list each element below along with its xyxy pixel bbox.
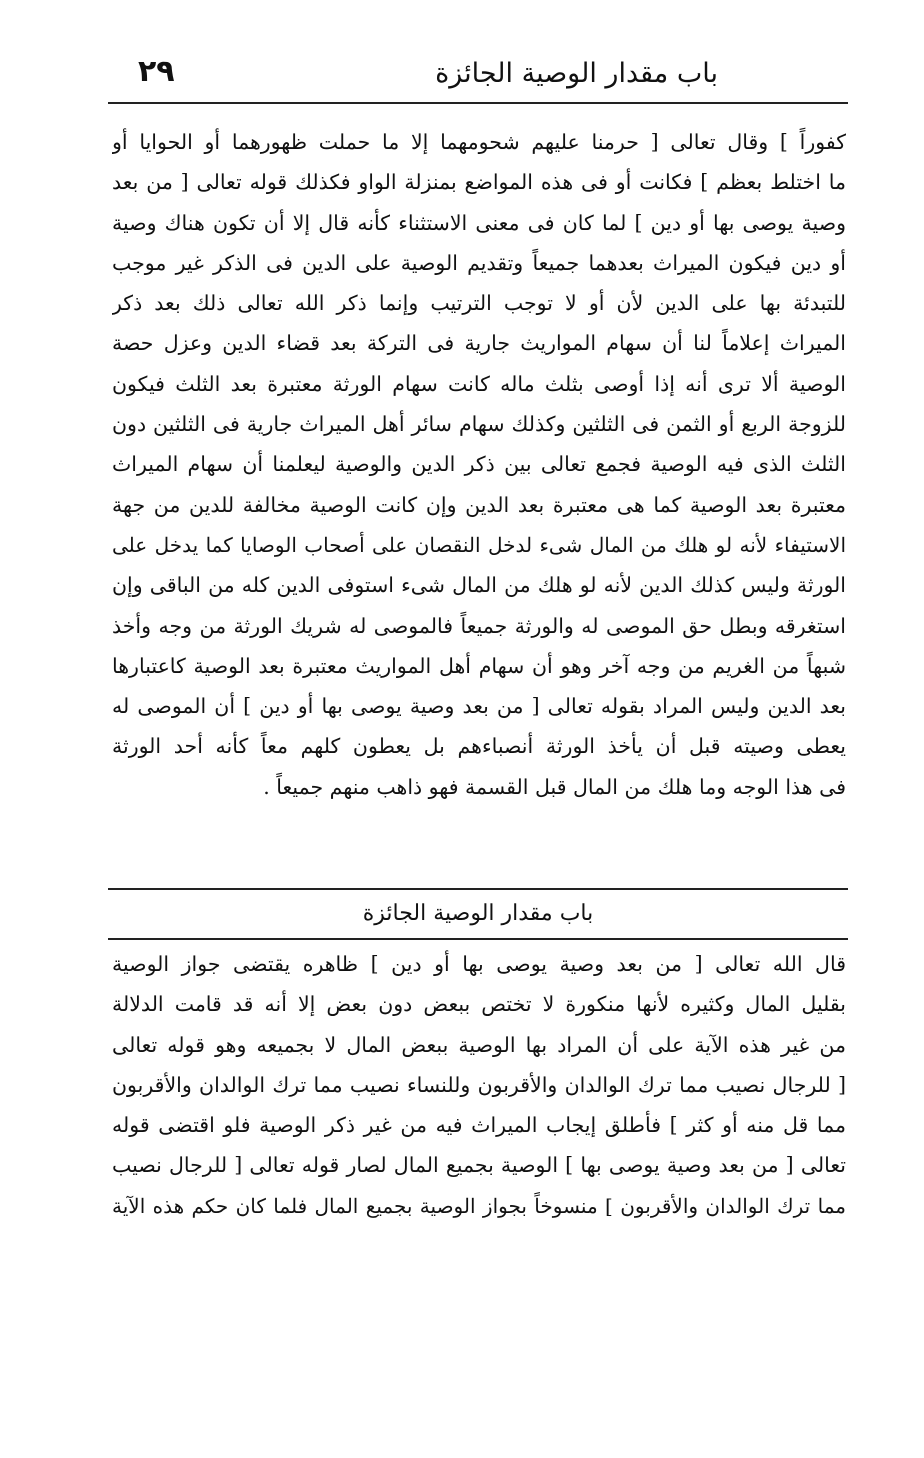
text-line: تعالى [ من بعد وصية يوصى بها ] الوصية بجميع المال لصار قوله تعالى [ للرجال نصيب bbox=[112, 1153, 846, 1178]
text-line: معتبرة بعد الوصية كما هى معتبرة بعد الدين وإن كانت الوصية مخالفة للدين من جهة bbox=[112, 492, 846, 517]
main-text-block bbox=[112, 122, 846, 807]
section-rule-bottom bbox=[108, 938, 848, 940]
text-line: الورثة وليس كذلك الدين لأنه لو هلك من المال شىء استوفى الدين كله من الباقى وإن bbox=[112, 573, 846, 598]
text-line: للتبدئة بها على الدين لأن أو لا توجب الترتيب وإنما ذكر الله تعالى ذلك بعد ذكر bbox=[112, 291, 846, 316]
section-rule-top bbox=[108, 888, 848, 890]
text-line: مما قل منه أو كثر ] فأطلق إيجاب الميراث فيه من غير ذكر الوصية فلو اقتضى قوله bbox=[112, 1113, 846, 1138]
section-text-block bbox=[112, 944, 846, 1226]
text-line: وصية يوصى بها أو دين ] لما كان فى معنى الاستثناء كأنه قال إلا أن تكون هناك وصية bbox=[112, 210, 846, 235]
text-line: يعطى وصيته قبل أن يأخذ الورثة أنصباءهم بل يعطون كلهم معاً كأنه أحد الورثة bbox=[112, 734, 846, 759]
text-line: بعد الدين وليس المراد بقوله تعالى [ من بعد وصية يوصى بها أو دين ] أن الموصى له bbox=[112, 694, 846, 719]
text-line: قال الله تعالى [ من بعد وصية يوصى بها أو دين ] ظاهره يقتضى جواز الوصية bbox=[112, 952, 846, 976]
text-line: مما ترك الوالدان والأقربون ] منسوخاً بجواز الوصية بجميع المال فلما كان حكم هذه الآية bbox=[112, 1193, 846, 1218]
running-header bbox=[108, 48, 848, 100]
text-line: فى هذا الوجه وما هلك من المال قبل القسمة فهو ذاهب منهم جميعاً . bbox=[263, 774, 846, 799]
text-line: أو دين فيكون الميراث بعدهما جميعاً وتقديم الوصية على الدين فى الذكر غير موجب bbox=[112, 250, 846, 275]
page-number: ٢٩ bbox=[138, 54, 175, 89]
text-line: كفوراً ] وقال تعالى [ حرمنا عليهم شحومهما إلا ما حملت ظهورهما أو الحوايا أو bbox=[112, 130, 846, 154]
section-heading: باب مقدار الوصية الجائزة bbox=[362, 901, 594, 926]
text-line: للزوجة الربع أو الثمن فى الثلثين وكذلك سهام سائر أهل الميراث جارية فى الثلثين دون bbox=[112, 412, 846, 437]
running-title: باب مقدار الوصية الجائزة bbox=[435, 58, 718, 89]
text-line: الميراث إعلاماً لنا أن سهام المواريث جارية فى التركة بعد قضاء الدين وعزل حصة bbox=[112, 331, 846, 356]
text-line: الوصية ألا ترى أنه إذا أوصى بثلث ماله كانت سهام الورثة معتبرة بعد الثلث فيكون bbox=[112, 371, 846, 396]
text-line: من غير هذه الآية على أن المراد بها الوصية ببعض المال لا بجميعه وهو قوله تعالى bbox=[112, 1032, 846, 1057]
text-line: شبهاً من الغريم من وجه آخر وهو أن سهام أهل المواريث معتبرة بعد الوصية كاعتبارها bbox=[112, 653, 846, 678]
text-line: بقليل المال وكثيره لأنها منكورة لا تختص ببعض دون بعض إلا أنه قد قامت الدلالة bbox=[112, 992, 846, 1017]
header-rule bbox=[108, 102, 848, 104]
text-line: استغرقه وبطل حق الموصى له والورثة جميعاً فالموصى له شريك الورثة من وجه وأخذ bbox=[112, 613, 846, 638]
text-line: الاستيفاء لأنه لو هلك من المال شىء لدخل النقصان على أصحاب الوصايا كما يدخل على bbox=[112, 532, 846, 557]
text-line: ما اختلط بعظم ] فكانت أو فى هذه المواضع بمنزلة الواو فكذلك قوله تعالى [ من بعد bbox=[112, 170, 846, 195]
text-line: [ للرجال نصيب مما ترك الوالدان والأقربون وللنساء نصيب مما ترك الوالدان والأقربون bbox=[112, 1072, 846, 1097]
text-line: الثلث الذى فيه الوصية فجمع تعالى بين ذكر الدين والوصية ليعلمنا أن سهام الميراث bbox=[112, 452, 846, 477]
